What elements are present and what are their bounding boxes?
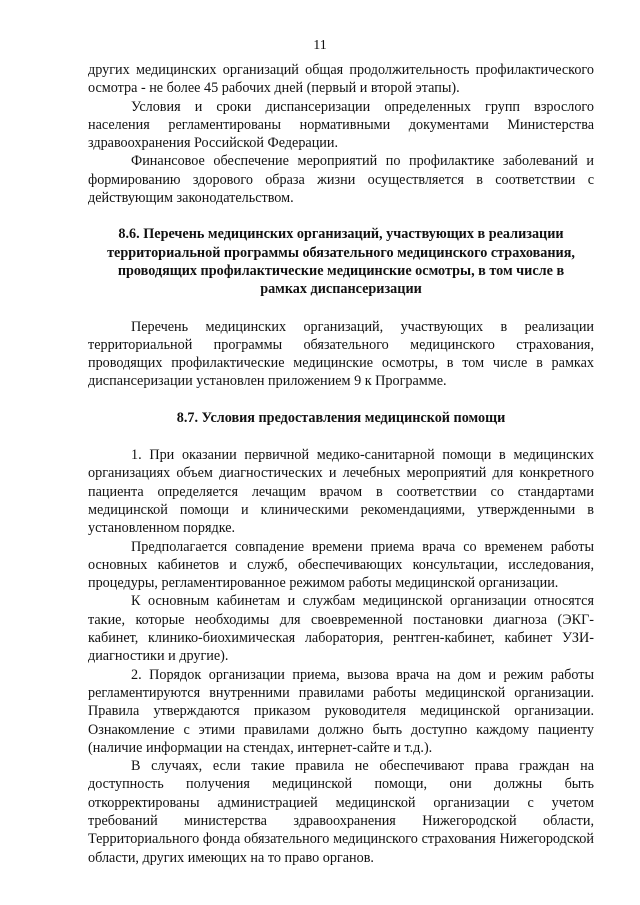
- paragraph-reception-order: 2. Порядок организации приема, вызова врача на дом и режим работы регламентируются внутренними правилами работы медицинской организации. Правила утверждаются приказом руководителя медицинской организации. Ознакомление с этими правилами должно быть доступно каждому пациенту (наличие информации на стендах, интернет-сайте и т.д.).: [88, 666, 594, 756]
- paragraph-dispensary-conditions: Условия и сроки диспансеризации определенных групп взрослого населения регламентированы нормативными документами Министерства здравоохранения Российской Федерации.: [88, 98, 594, 152]
- paragraph-main-offices: К основным кабинетам и службам медицинской организации относятся такие, которые необходимы для своевременной постановки диагноза (ЭКГ-кабинет, клинико-биохимическая лаборатория, рентген-кабинет, кабинет УЗИ-диагностики и другие).: [88, 593, 594, 665]
- document-body: [88, 61, 594, 867]
- section-heading-8-6: 8.6. Перечень медицинских организаций, участвующих в реализации территориальной программы обязательного медицинского страхования, проводящих профилактические медицинские осмотры, в том числе в рамках диспансеризации: [107, 226, 575, 298]
- paragraph-reception-time: Предполагается совпадение времени приема врача со временем работы основных кабинетов и служб, обеспечивающих консультации, исследования, процедуры, регламентированное режимом работы медицинской организации.: [88, 538, 594, 592]
- paragraph-rules-correction: В случаях, если такие правила не обеспечивают права граждан на доступность получения медицинской помощи, они должны быть откорректированы администрацией медицинской организации с учетом требований министерства здравоохранения Нижегородской области, Территориального фонда обязательного медицинского страхования Нижегородской области, других имеющих на то право органов.: [88, 758, 594, 866]
- paragraph-organizations-list: Перечень медицинских организаций, участвующих в реализации территориальной программы обязательного медицинского страхования, проводящих профилактические медицинские осмотры, в том числе в рамках диспансеризации установлен приложением 9 к Программе.: [88, 318, 594, 390]
- paragraph-primary-care: 1. При оказании первичной медико-санитарной помощи в медицинских организациях объем диагностических и лечебных мероприятий для конкретного пациента определяется лечащим врачом в соответствии со стандартами медицинской помощи и клиническими рекомендациями, утвержденными в установленном порядке.: [88, 447, 594, 537]
- paragraph-continuation: других медицинских организаций общая продолжительность профилактического осмотра - не более 45 рабочих дней (первый и второй этапы).: [88, 62, 594, 97]
- paragraph-financing: Финансовое обеспечение мероприятий по профилактике заболеваний и формированию здорового образа жизни осуществляется в соответствии с действующим законодательством.: [88, 153, 594, 207]
- section-heading-8-7: 8.7. Условия предоставления медицинской помощи: [176, 409, 506, 426]
- page-number: 11: [313, 38, 327, 53]
